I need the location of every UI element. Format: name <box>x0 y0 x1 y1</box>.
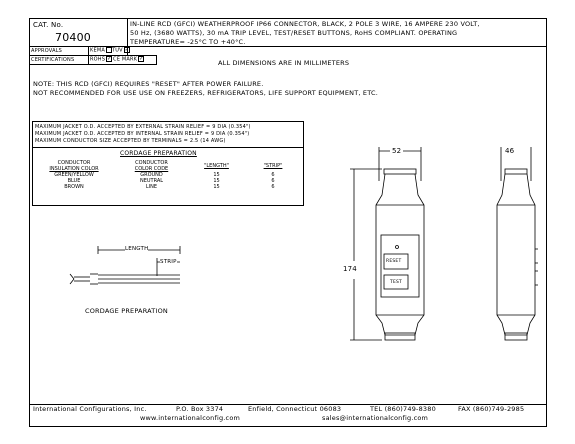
approvals-tuv: TUV ✓ <box>112 47 130 54</box>
dimensions-note: ALL DIMENSIONS ARE IN MILLIMETERS <box>218 59 350 67</box>
length-label: LENGTH <box>125 246 149 252</box>
certifications-label: CERTIFICATIONS <box>31 57 75 63</box>
footer-email[interactable]: sales@internationalconfig.com <box>322 414 429 422</box>
cordage-table <box>34 160 302 190</box>
jacket-spec-1: MAXIMUM JACKET O.D. ACCEPTED BY EXTERNAL STRAIN RELIEF = 9 DIA (0.354") <box>35 124 251 130</box>
description-line-2: 50 Hz, (3680 WATTS), 30 mA TRIP LEVEL, TEST/RESET BUTTONS, RoHS COMPLIANT. OPERATING <box>130 29 458 37</box>
table-row: GREEN/YELLOW GROUND 15 6 <box>54 172 275 178</box>
reset-button: RESET <box>386 259 402 264</box>
height-label: 174 <box>343 265 357 273</box>
cordage-table-title: CORDAGE PREPARATION <box>120 150 197 157</box>
catalog-number: 70400 <box>55 31 91 44</box>
header-strip: "STRIP" <box>263 163 283 169</box>
footer-po-box: P.O. Box 3374 <box>176 405 224 413</box>
certifications-ce: CE MARK ✓ <box>113 56 144 63</box>
tuv-checkbox: ✓ <box>124 47 130 53</box>
spec-divider <box>32 147 304 148</box>
device-drawing <box>340 145 540 375</box>
header-length: "LENGTH" <box>204 163 229 169</box>
catalog-label: CAT. No. <box>33 21 64 29</box>
table-row: BLUE NEUTRAL 15 6 <box>67 178 275 184</box>
footer-web[interactable]: www.internationalconfig.com <box>140 414 241 422</box>
note-line-2: NOT RECOMMENDED FOR USE USE ON FREEZERS, REFRIGERATORS, LIFE SUPPORT EQUIPMENT, ETC. <box>33 89 379 97</box>
table-header-row <box>34 160 302 172</box>
ce-checkbox: ✓ <box>139 56 144 62</box>
strip-label: STRIP <box>160 259 177 265</box>
footer-company: International Configurations, Inc. <box>33 405 147 413</box>
header-color-code: CONDUCTOR COLOR CODE <box>134 160 169 172</box>
width-side-label: 46 <box>505 147 515 155</box>
jacket-spec-2: MAXIMUM JACKET O.D. ACCEPTED BY INTERNAL STRAIN RELIEF = 9 DIA (0.354") <box>35 131 250 137</box>
rohs-checkbox: ✓ <box>107 56 112 62</box>
description-line-1: IN-LINE RCD (GFCI) WEATHERPROOF IP66 CONNECTOR, BLACK, 2 POLE 3 WIRE, 16 AMPERE 230 VOLT, <box>130 20 480 28</box>
description-line-3: TEMPERATURE= -25°C TO +40°C. <box>130 38 246 46</box>
header-insulation-color: CONDUCTOR INSULATION COLOR <box>49 160 99 172</box>
cordage-caption: CORDAGE PREPARATION <box>85 307 168 315</box>
approvals-label: APPROVALS <box>31 48 63 54</box>
certifications-rohs: ROHS ✓ <box>90 56 112 63</box>
note-line-1: NOTE: THIS RCD (GFCI) REQUIRES "RESET" AFTER POWER FAILURE. <box>33 80 264 88</box>
approvals-kema: KEMA <box>90 47 112 54</box>
footer-fax: FAX (860)749-2985 <box>458 405 525 413</box>
footer-tel: TEL (860)749-8380 <box>370 405 436 413</box>
table-row: BROWN LINE 15 6 <box>64 184 275 190</box>
test-button: TEST <box>390 280 402 285</box>
jacket-spec-3: MAXIMUM CONDUCTOR SIZE ACCEPTED BY TERMINALS = 2.5 (14 AWG) <box>35 138 226 144</box>
footer-city: Enfield, Connecticut 06083 <box>248 405 342 413</box>
width-front-label: 52 <box>392 147 402 155</box>
